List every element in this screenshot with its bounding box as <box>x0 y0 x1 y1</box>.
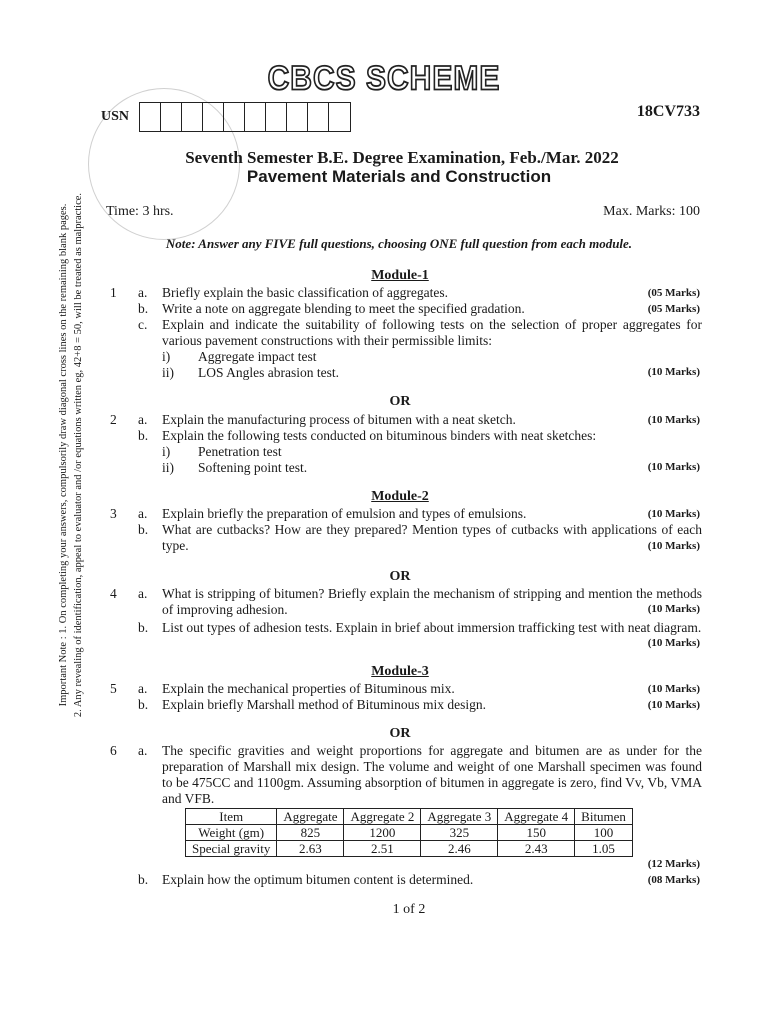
part-letter: b. <box>138 522 149 537</box>
sub-item-number: i) <box>162 349 171 364</box>
table-header-cell: Item <box>186 809 277 825</box>
usn-box <box>287 103 308 131</box>
module-1-heading: Module-1 <box>371 268 429 283</box>
question-6a: The specific gravities and weight proportions for aggregate and bitumen are as under for the preparation of Marshall mix design. The volume and weight of one Marshall specimen was found to be 475CC and 1100gm. Assuming absorption of bitumen in aggregate is zero, find Vv, Vb, VMA and VFB. <box>162 743 702 806</box>
question-4b: List out types of adhesion tests. Explain in brief about immersion trafficking test with neat diagram. <box>162 620 702 635</box>
table-header-cell: Aggregate 3 <box>421 809 498 825</box>
table-cell: 2.63 <box>277 841 344 857</box>
usn-box <box>140 103 161 131</box>
question-5a: Explain the mechanical properties of Bituminous mix. <box>162 681 455 696</box>
table-cell: Special gravity <box>186 841 277 857</box>
table-header-cell: Aggregate 2 <box>344 809 421 825</box>
question-6b: Explain how the optimum bitumen content is determined. <box>162 872 474 887</box>
module-3-heading: Module-3 <box>371 664 429 679</box>
question-number: 2 <box>110 412 117 427</box>
part-letter: a. <box>138 285 148 300</box>
usn-box <box>203 103 224 131</box>
question-5b: Explain briefly Marshall method of Bituminous mix design. <box>162 697 486 712</box>
question-1c-ii: LOS Angles abrasion test. <box>198 365 339 380</box>
marks-4b: (10 Marks) <box>647 637 700 649</box>
marks-6b: (08 Marks) <box>647 874 700 886</box>
page-number: 1 of 2 <box>392 902 426 917</box>
table-cell: 825 <box>277 825 344 841</box>
marks-1b: (05 Marks) <box>647 303 700 315</box>
exam-time: Time: 3 hrs. <box>106 204 174 219</box>
part-letter: a. <box>138 681 148 696</box>
table-cell: 100 <box>575 825 633 841</box>
module-2-heading: Module-2 <box>371 489 429 504</box>
question-number: 3 <box>110 506 117 521</box>
side-note-line-1: Important Note : 1. On completing your answers, compulsorily draw diagonal cross lines on the remaining blank pages. <box>58 203 69 707</box>
table-cell: Weight (gm) <box>186 825 277 841</box>
question-number: 4 <box>110 586 117 601</box>
marks-3a: (10 Marks) <box>647 508 700 520</box>
part-letter: a. <box>138 743 148 758</box>
usn-box <box>308 103 329 131</box>
table-cell: 2.51 <box>344 841 421 857</box>
table-cell: 1200 <box>344 825 421 841</box>
question-1c-i: Aggregate impact test <box>198 349 317 364</box>
or-divider: OR <box>389 394 411 409</box>
part-letter: b. <box>138 697 149 712</box>
usn-box <box>329 103 350 131</box>
table-row <box>186 825 633 841</box>
table-cell: 2.43 <box>498 841 575 857</box>
part-letter: b. <box>138 301 149 316</box>
part-letter: b. <box>138 428 149 443</box>
part-letter: c. <box>138 317 148 332</box>
question-number: 1 <box>110 285 117 300</box>
max-marks: Max. Marks: 100 <box>603 204 700 219</box>
marks-1c: (10 Marks) <box>647 366 700 378</box>
question-number: 5 <box>110 681 117 696</box>
table-cell: 1.05 <box>575 841 633 857</box>
marks-6a: (12 Marks) <box>647 858 700 870</box>
marks-4a: (10 Marks) <box>647 603 700 615</box>
question-2b: Explain the following tests conducted on bituminous binders with neat sketches: <box>162 428 597 443</box>
side-note-line-2: 2. Any revealing of identification, appeal to evaluator and /or equations written eg, 42+8 = 50, will be treated as malpractice. <box>73 192 84 718</box>
mix-design-table <box>185 808 633 857</box>
marks-3b: (10 Marks) <box>647 540 700 552</box>
table-cell: 325 <box>421 825 498 841</box>
question-2b-i: Penetration test <box>198 444 282 459</box>
course-code: 18CV733 <box>636 103 700 120</box>
sub-item-number: ii) <box>162 365 174 380</box>
question-1c: Explain and indicate the suitability of following tests on the selection of proper aggregates for various pavement constructions with their permissible limits: <box>162 317 702 348</box>
usn-boxes <box>139 102 351 132</box>
question-4a: What is stripping of bitumen? Briefly explain the mechanism of stripping and mention the methods of improving adhesion. <box>162 586 702 617</box>
question-2b-ii: Softening point test. <box>198 460 308 475</box>
part-letter: a. <box>138 412 148 427</box>
part-letter: b. <box>138 872 149 887</box>
part-letter: b. <box>138 620 149 635</box>
table-cell: 150 <box>498 825 575 841</box>
or-divider: OR <box>389 726 411 741</box>
sub-item-number: ii) <box>162 460 174 475</box>
usn-box <box>182 103 203 131</box>
question-3b: What are cutbacks? How are they prepared? Mention types of cutbacks with applications of each type. <box>162 522 702 553</box>
usn-box <box>245 103 266 131</box>
table-header-row <box>186 809 633 825</box>
usn-label: USN <box>101 109 130 124</box>
subject-title: Pavement Materials and Construction <box>246 167 552 186</box>
scheme-banner: CBCS SCHEME <box>267 59 501 98</box>
table-header-cell: Bitumen <box>575 809 633 825</box>
sub-item-number: i) <box>162 444 171 459</box>
usn-box <box>161 103 182 131</box>
table-header-cell: Aggregate 4 <box>498 809 575 825</box>
question-1b: Write a note on aggregate blending to meet the specified gradation. <box>162 301 525 316</box>
table-cell: 2.46 <box>421 841 498 857</box>
table-row <box>186 841 633 857</box>
part-letter: a. <box>138 506 148 521</box>
question-2a: Explain the manufacturing process of bitumen with a neat sketch. <box>162 412 516 427</box>
exam-title: Seventh Semester B.E. Degree Examination, Feb./Mar. 2022 <box>185 148 619 167</box>
side-important-note <box>56 30 90 880</box>
marks-2a: (10 Marks) <box>647 414 700 426</box>
marks-5a: (10 Marks) <box>647 683 700 695</box>
table-header-cell: Aggregate <box>277 809 344 825</box>
question-3a: Explain briefly the preparation of emulsion and types of emulsions. <box>162 506 527 521</box>
marks-1a: (05 Marks) <box>647 287 700 299</box>
usn-box <box>266 103 287 131</box>
marks-2b: (10 Marks) <box>647 461 700 473</box>
usn-box <box>224 103 245 131</box>
marks-5b: (10 Marks) <box>647 699 700 711</box>
question-number: 6 <box>110 743 117 758</box>
or-divider: OR <box>389 569 411 584</box>
question-1a: Briefly explain the basic classification of aggregates. <box>162 285 449 300</box>
part-letter: a. <box>138 586 148 601</box>
instruction-note: Note: Answer any FIVE full questions, choosing ONE full question from each module. <box>165 236 633 251</box>
